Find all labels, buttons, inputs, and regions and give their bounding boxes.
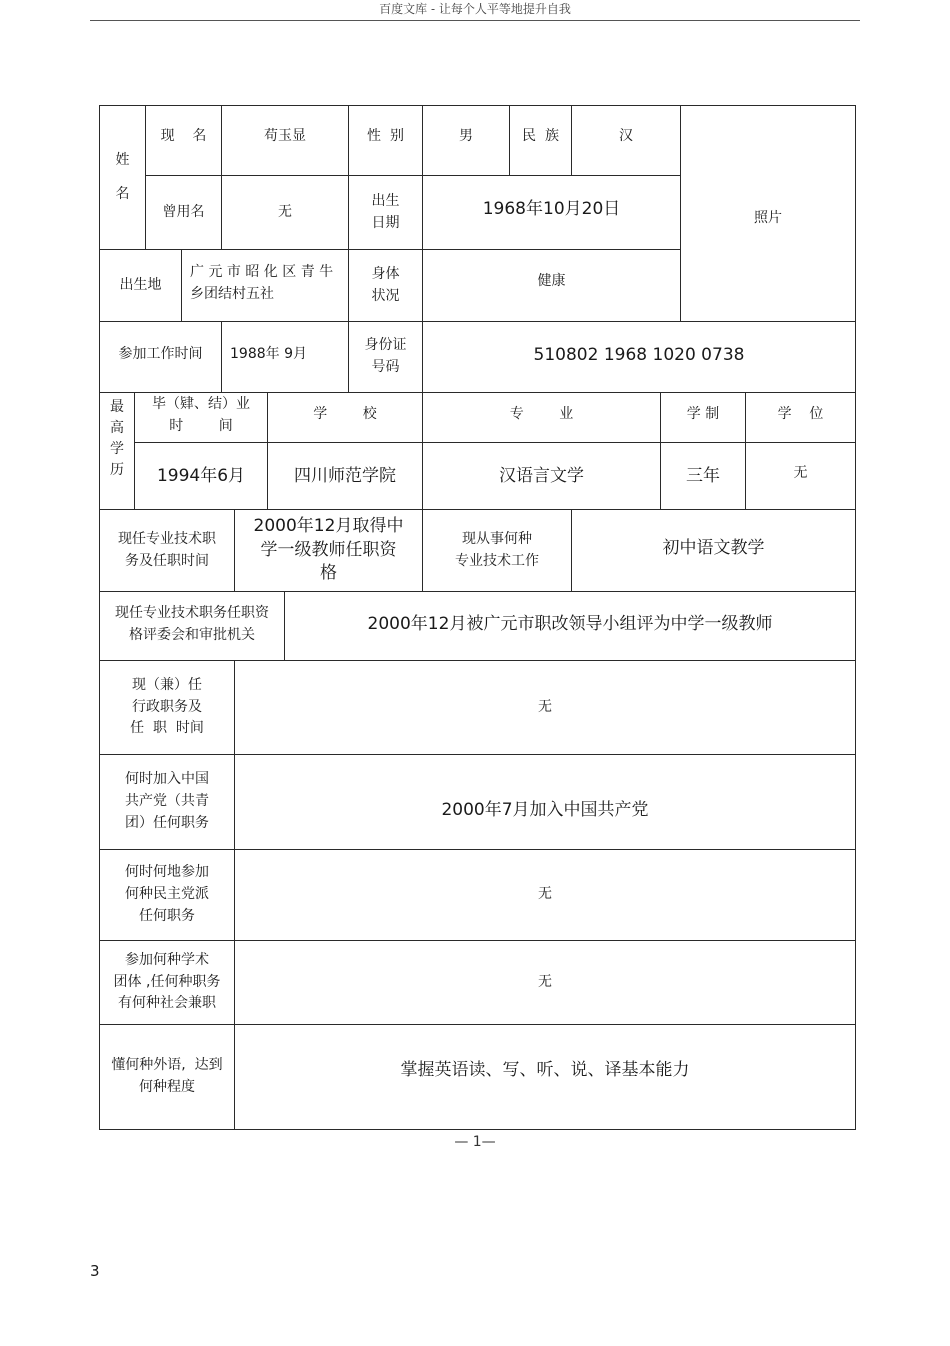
work-type-value: 初中语文教学	[662, 537, 765, 558]
gender-value: 男	[459, 128, 473, 145]
degree-header: 学 位	[777, 405, 824, 422]
current-name-value: 苟玉显	[264, 128, 306, 145]
major-value: 汉语言文学	[499, 465, 584, 486]
page-header: 百度文库 - 让每个人平等地提升自我	[90, 0, 860, 21]
academic-value: 无	[538, 973, 552, 990]
current-name-label: 现 名	[160, 128, 207, 145]
former-name-label: 曾用名	[162, 203, 205, 220]
committee-value: 2000年12月被广元市职改领导小组评为中学一级教师	[367, 613, 773, 634]
major-header: 专 业	[509, 405, 574, 422]
committee-label: 现任专业技术职务任职资 格评委会和审批机关	[115, 604, 269, 643]
democratic-party-value: 无	[538, 886, 552, 903]
party-value: 2000年7月加入中国共产党	[441, 799, 649, 820]
ethnicity-value: 汉	[619, 128, 633, 145]
gender-label: 性 别	[367, 128, 404, 145]
party-label: 何时加入中国 共产党（共青 团）任何职务	[125, 771, 209, 831]
school-value: 四川师范学院	[294, 465, 396, 486]
work-type-label: 现从事何种 专业技术工作	[455, 530, 539, 569]
language-value: 掌握英语读、写、听、说、译基本能力	[400, 1059, 690, 1080]
admin-post-value: 无	[538, 698, 552, 715]
birthplace-value: 广 元 市 昭 化 区 青 牛 乡团结村五社	[190, 263, 334, 302]
health-label: 身体 状况	[371, 265, 400, 304]
democratic-party-label: 何时何地参加 何种民主党派 任何职务	[125, 864, 209, 924]
photo-box: 照片	[754, 210, 782, 227]
grad-time-header: 毕（肄、结）业 时 间	[152, 395, 250, 434]
duration-header: 学 制	[686, 405, 720, 422]
health-value: 健康	[537, 273, 566, 290]
birthplace-label: 出生地	[119, 276, 162, 293]
table-border-bottom	[99, 1129, 856, 1130]
language-label: 懂何种外语, 达到 何种程度	[111, 1057, 223, 1095]
table-border-right	[855, 105, 856, 1130]
page-number: 3	[90, 1262, 100, 1280]
tech-title-value: 2000年12月取得中 学一级教师任职资 格	[253, 515, 404, 584]
name-group-label: 姓名	[115, 151, 130, 202]
former-name-value: 无	[278, 203, 292, 220]
degree-value: 无	[793, 465, 808, 482]
education-label: 最高学历	[110, 399, 124, 478]
academic-label: 参加何种学术 团体 ,任何种职务 有何种社会兼职	[113, 951, 221, 1012]
tech-title-label: 现任专业技术职 务及任职时间	[118, 530, 216, 569]
work-start-value: 1988年 9月	[230, 345, 307, 362]
birth-date-value: 1968年10月20日	[482, 198, 621, 219]
grad-time-value: 1994年6月	[156, 465, 246, 486]
id-number-value: 510802 1968 1020 0738	[533, 344, 745, 365]
id-number-label: 身份证 号码	[364, 337, 407, 375]
admin-post-label: 现（兼）任 行政职务及 任 职 时间	[130, 676, 204, 737]
ethnicity-label: 民 族	[522, 128, 559, 145]
school-header: 学 校	[313, 405, 377, 422]
work-start-label: 参加工作时间	[118, 345, 203, 362]
page-footer: — 1—	[454, 1134, 496, 1150]
duration-value: 三年	[686, 465, 720, 486]
birth-date-label: 出生 日期	[371, 192, 400, 231]
